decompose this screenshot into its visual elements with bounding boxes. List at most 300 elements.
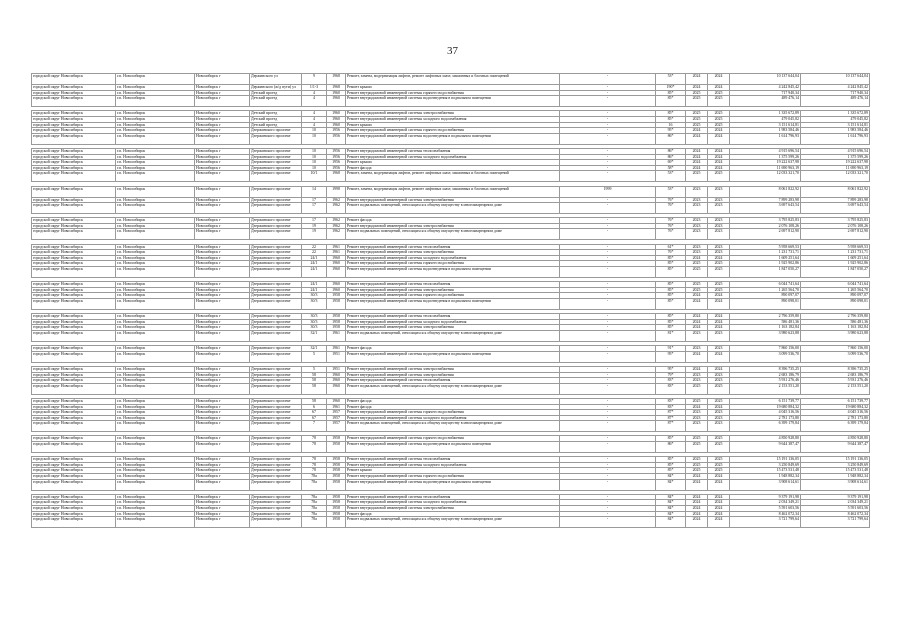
cell-year: 1956 <box>327 160 346 166</box>
cell-house: 78 <box>302 468 327 474</box>
cell-cost-b: 19 222 637,98 <box>801 160 870 166</box>
cell-city: Новосибирск г <box>195 229 250 240</box>
cell-municipality: городской округ Новосибирск <box>32 462 116 468</box>
cell-year-from: 2023 <box>686 415 708 421</box>
cell-work: Ремонт внутридомовой инженерной системы электроснабжения <box>346 223 560 229</box>
cell-city: Новосибирск г <box>195 468 250 474</box>
cell-street: Дзержинского проспект <box>250 255 302 261</box>
cell-house: 1/1-3 <box>302 85 327 91</box>
cell-year-to: 2023 <box>708 229 730 240</box>
cell-year-to: 2024 <box>708 506 730 512</box>
cell-level: 85* <box>656 462 686 468</box>
cell-cost-b: 2 683 186,79 <box>801 372 870 378</box>
cell-level: 85* <box>656 90 686 96</box>
cell-city: Новосибирск г <box>195 203 250 214</box>
table-row <box>32 517 870 528</box>
cell-city: Новосибирск г <box>195 250 250 256</box>
cell-level: 85* <box>656 255 686 261</box>
table-row <box>32 171 870 182</box>
cell-year-from: 2025 <box>686 436 708 442</box>
cell-municipality: городской округ Новосибирск <box>32 398 116 404</box>
table-body <box>32 74 870 528</box>
cell-year-to: 2024 <box>708 128 730 134</box>
cell-street: Держинского (ж/д пути) ул <box>250 85 302 91</box>
cell-cost-a: 479 045,82 <box>730 116 801 122</box>
cell-year-from: 2024 <box>686 500 708 506</box>
cell-year-from: 2024 <box>686 154 708 160</box>
cell-year-from: 2025 <box>686 462 708 468</box>
cell-street: Дзержинского проспект <box>250 436 302 442</box>
cell-year-from: 2023 <box>686 203 708 214</box>
cell-settlement: г.п. Новосибирск <box>116 255 195 261</box>
cell-cost-b: 7 899 283,98 <box>801 197 870 203</box>
cell-year-from: 2025 <box>686 96 708 107</box>
table-row <box>32 133 870 144</box>
cell-year: 1961 <box>327 330 346 341</box>
cell-year-to: 2024 <box>708 154 730 160</box>
cell-cost-a: 4 850 928,80 <box>730 436 801 442</box>
cell-year: 1958 <box>327 436 346 442</box>
cell-year: 1958 <box>327 293 346 299</box>
cell-work: Ремонт, замена, модернизация лифтов, ремонт лифтовых шахт, машинных и блочных помещений <box>346 171 560 182</box>
cell-level: 85* <box>656 457 686 463</box>
cell-cost-a: 3 721 799,64 <box>730 517 801 528</box>
cell-year-from: 2025 <box>686 457 708 463</box>
table-row <box>32 383 870 394</box>
cell-cost-a: 1 375 599,26 <box>730 154 801 160</box>
cell-work: Ремонт крыши <box>346 468 560 474</box>
cell-year-from: 2025 <box>686 171 708 182</box>
cell-work: Ремонт внутридомовой инженерной системы холодного водоснабжения <box>346 462 560 468</box>
cell-year-from: 2024 <box>686 293 708 299</box>
cell-year-from: 2024 <box>686 325 708 331</box>
cell-year-to: 2025 <box>708 96 730 107</box>
cell-year: 1960 <box>327 267 346 278</box>
cell-cost-b: 9 644 387,47 <box>801 442 870 453</box>
cell-cost-b: 2 781 173,80 <box>801 415 870 421</box>
cell-settlement: г.п. Новосибирск <box>116 436 195 442</box>
cell-year: 1960 <box>327 122 346 128</box>
cell-cost-a: 3 697 643,54 <box>730 203 801 214</box>
cell-work: Ремонт фасада <box>346 218 560 224</box>
cell-city: Новосибирск г <box>195 148 250 154</box>
cell-year-to: 2025 <box>708 116 730 122</box>
cell-municipality: городской округ Новосибирск <box>32 197 116 203</box>
cell-dash: - <box>560 506 656 512</box>
cell-work: Ремонт внутридомовой инженерной системы горячего водоснабжения <box>346 474 560 480</box>
cell-city: Новосибирск г <box>195 378 250 384</box>
cell-settlement: г.п. Новосибирск <box>116 410 195 416</box>
cell-work: Ремонт подвальных помещений, относящихся к общему имуществу в многоквартирном доме <box>346 203 560 214</box>
cell-cost-b: 2 697 812,90 <box>801 229 870 240</box>
cell-settlement: г.п. Новосибирск <box>116 299 195 310</box>
cell-year-to: 2024 <box>708 404 730 410</box>
cell-municipality: городской округ Новосибирск <box>32 261 116 267</box>
cell-municipality: городской округ Новосибирск <box>32 517 116 528</box>
cell-level: 85* <box>656 325 686 331</box>
cell-year: 1958 <box>327 468 346 474</box>
table-row <box>32 229 870 240</box>
cell-year-to: 2024 <box>708 148 730 154</box>
cell-work: Ремонт фасада <box>346 511 560 517</box>
cell-settlement: г.п. Новосибирск <box>116 250 195 256</box>
cell-city: Новосибирск г <box>195 186 250 197</box>
cell-settlement: г.п. Новосибирск <box>116 462 195 468</box>
cell-municipality: городской округ Новосибирск <box>32 122 116 128</box>
cell-year-from: 2024 <box>686 255 708 261</box>
cell-dash: - <box>560 468 656 474</box>
cell-year-from: 2025 <box>686 383 708 394</box>
cell-level: 87* <box>656 410 686 416</box>
cell-city: Новосибирск г <box>195 415 250 421</box>
cell-year-to: 2024 <box>708 160 730 166</box>
cell-level: 76* <box>656 229 686 240</box>
cell-street: Детский проезд <box>250 96 302 107</box>
cell-street: Дзержинского проспект <box>250 267 302 278</box>
cell-year-from: 2025 <box>686 287 708 293</box>
cell-work: Ремонт крыши <box>346 122 560 128</box>
cell-municipality: городской округ Новосибирск <box>32 96 116 107</box>
cell-year: 1960 <box>327 96 346 107</box>
cell-year-to: 2025 <box>708 462 730 468</box>
cell-settlement: г.п. Новосибирск <box>116 378 195 384</box>
cell-year-from: 2024 <box>686 85 708 91</box>
table-row <box>32 186 870 197</box>
cell-street: Дзержинского проспект <box>250 160 302 166</box>
cell-year: 1958 <box>327 494 346 500</box>
cell-dash: - <box>560 511 656 517</box>
cell-cost-a: 2 796 359,80 <box>730 314 801 320</box>
cell-cost-a: 3 795 825,83 <box>730 218 801 224</box>
cell-year: 1968 <box>327 74 346 85</box>
cell-city: Новосибирск г <box>195 122 250 128</box>
cell-street: Дзержинского проспект <box>250 218 302 224</box>
cell-cost-b: 5 931 276,46 <box>801 378 870 384</box>
cell-year-to: 2024 <box>708 474 730 480</box>
cell-settlement: г.п. Новосибирск <box>116 154 195 160</box>
cell-year-to: 2024 <box>708 85 730 91</box>
cell-work: Ремонт фасада <box>346 404 560 410</box>
cell-dash: - <box>560 197 656 203</box>
cell-cost-a: 15 191 136,05 <box>730 457 801 463</box>
cell-year: 1961 <box>327 250 346 256</box>
cell-level: 86* <box>656 154 686 160</box>
cell-work: Ремонт внутридомовой инженерной системы холодного водоснабжения <box>346 116 560 122</box>
cell-year-to: 2024 <box>708 351 730 362</box>
cell-settlement: г.п. Новосибирск <box>116 319 195 325</box>
cell-street: Дзержинского проспект <box>250 229 302 240</box>
cell-house: 9 <box>302 74 327 85</box>
cell-cost-a: 890 097,07 <box>730 293 801 299</box>
cell-dash: - <box>560 410 656 416</box>
cell-cost-b: 890 097,07 <box>801 293 870 299</box>
cell-house: 32/1 <box>302 330 327 341</box>
cell-year: 1961 <box>327 404 346 410</box>
cell-work: Ремонт внутридомовой инженерной системы теплоснабжения <box>346 314 560 320</box>
cell-work: Ремонт крыши <box>346 160 560 166</box>
cell-settlement: г.п. Новосибирск <box>116 404 195 410</box>
cell-house: 24/1 <box>302 287 327 293</box>
cell-cost-b: 4 850 928,80 <box>801 436 870 442</box>
cell-cost-b: 3 980 623,88 <box>801 330 870 341</box>
table-row <box>32 74 870 85</box>
cell-year-to: 2025 <box>708 383 730 394</box>
cell-level: 190* <box>656 85 686 91</box>
cell-settlement: г.п. Новосибирск <box>116 122 195 128</box>
cell-settlement: г.п. Новосибирск <box>116 346 195 352</box>
cell-cost-b: 1 614 796,93 <box>801 133 870 144</box>
cell-street: Дзержинского проспект <box>250 372 302 378</box>
cell-settlement: г.п. Новосибирск <box>116 442 195 453</box>
cell-year: 1958 <box>327 511 346 517</box>
cell-settlement: г.п. Новосибирск <box>116 293 195 299</box>
cell-house: 78а <box>302 500 327 506</box>
cell-municipality: городской округ Новосибирск <box>32 346 116 352</box>
cell-house: 24/1 <box>302 282 327 288</box>
cell-city: Новосибирск г <box>195 244 250 250</box>
cell-level: 85* <box>656 293 686 299</box>
cell-work: Ремонт внутридомовой инженерной системы горячего водоснабжения <box>346 261 560 267</box>
cell-year-from: 2025 <box>686 442 708 453</box>
cell-dash: - <box>560 346 656 352</box>
cell-year: 1960 <box>327 261 346 267</box>
cell-cost-a: 12 033 321,70 <box>730 171 801 182</box>
cell-work: Ремонт внутридомовой инженерной системы водоотведения в подвальном помещении <box>346 267 560 278</box>
cell-cost-b: 6 151 739,77 <box>801 398 870 404</box>
cell-cost-a: 717 940,34 <box>730 90 801 96</box>
cell-year-to: 2023 <box>708 421 730 432</box>
cell-street: Дзержинского проспект <box>250 366 302 372</box>
cell-city: Новосибирск г <box>195 171 250 182</box>
cell-year-to: 2024 <box>708 517 730 528</box>
cell-municipality: городской округ Новосибирск <box>32 421 116 432</box>
cell-settlement: г.п. Новосибирск <box>116 261 195 267</box>
cell-dash: - <box>560 128 656 134</box>
cell-municipality: городской округ Новосибирск <box>32 383 116 394</box>
cell-municipality: городской округ Новосибирск <box>32 287 116 293</box>
cell-municipality: городской округ Новосибирск <box>32 436 116 442</box>
cell-year-from: 2023 <box>686 378 708 384</box>
cell-year-from: 2024 <box>686 74 708 85</box>
cell-cost-a: 1 609 251,64 <box>730 255 801 261</box>
cell-house: 78а <box>302 479 327 490</box>
cell-dash: - <box>560 154 656 160</box>
cell-year: 1958 <box>327 299 346 310</box>
cell-work: Ремонт внутридомовой инженерной системы холодного водоснабжения <box>346 255 560 261</box>
cell-year-from: 2023 <box>686 410 708 416</box>
cell-year: 1958 <box>327 506 346 512</box>
cell-dash: - <box>560 74 656 85</box>
cell-work: Ремонт фасада <box>346 165 560 171</box>
cell-cost-a: 890 098,01 <box>730 299 801 310</box>
cell-dash: - <box>560 96 656 107</box>
cell-work: Ремонт подвальных помещений, относящихся к общему имуществу в многоквартирном доме <box>346 330 560 341</box>
cell-year: 1958 <box>327 319 346 325</box>
cell-dash: - <box>560 500 656 506</box>
cell-work: Ремонт внутридомовой инженерной системы теплоснабжения <box>346 148 560 154</box>
cell-cost-a: 1 983 584,46 <box>730 128 801 134</box>
cell-cost-a: 8 061 822,92 <box>730 186 801 197</box>
cell-municipality: городской округ Новосибирск <box>32 244 116 250</box>
cell-municipality: городской округ Новосибирск <box>32 148 116 154</box>
cell-cost-b: 10 137 644,04 <box>801 74 870 85</box>
cell-cost-a: 489 476,14 <box>730 96 801 107</box>
cell-year-from: 2024 <box>686 474 708 480</box>
cell-city: Новосибирск г <box>195 462 250 468</box>
cell-work: Ремонт внутридомовой инженерной системы электроснабжения <box>346 250 560 256</box>
cell-year: 1958 <box>327 314 346 320</box>
cell-year-from: 2023 <box>686 186 708 197</box>
cell-settlement: г.п. Новосибирск <box>116 128 195 134</box>
cell-city: Новосибирск г <box>195 436 250 442</box>
cell-municipality: городской округ Новосибирск <box>32 218 116 224</box>
cell-city: Новосибирск г <box>195 111 250 117</box>
cell-settlement: г.п. Новосибирск <box>116 244 195 250</box>
table-row <box>32 479 870 490</box>
cell-house: 78 <box>302 457 327 463</box>
cell-year-from: 2025 <box>686 267 708 278</box>
cell-year-from: 2023 <box>686 197 708 203</box>
cell-year: 1956 <box>327 154 346 160</box>
cell-cost-b: 15 473 531,48 <box>801 468 870 474</box>
cell-level: 53* <box>656 171 686 182</box>
cell-city: Новосибирск г <box>195 372 250 378</box>
cell-year-from: 2025 <box>686 398 708 404</box>
cell-year-to: 2023 <box>708 378 730 384</box>
cell-city: Новосибирск г <box>195 160 250 166</box>
cell-street: Дзержинского проспект <box>250 197 302 203</box>
cell-year-from: 2024 <box>686 404 708 410</box>
cell-street: Дзержинского проспект <box>250 383 302 394</box>
cell-municipality: городской округ Новосибирск <box>32 506 116 512</box>
cell-dash: - <box>560 351 656 362</box>
cell-city: Новосибирск г <box>195 383 250 394</box>
cell-house: 24/1 <box>302 255 327 261</box>
cell-year-to: 2024 <box>708 511 730 517</box>
cell-settlement: г.п. Новосибирск <box>116 421 195 432</box>
cell-year: 1961 <box>327 244 346 250</box>
cell-year-to: 2025 <box>708 287 730 293</box>
cell-year: 1957 <box>327 421 346 432</box>
cell-house: 78а <box>302 506 327 512</box>
cell-house: 19 <box>302 223 327 229</box>
cell-year-from: 2024 <box>686 128 708 134</box>
cell-cost-a: 7 860 156,00 <box>730 346 801 352</box>
cell-settlement: г.п. Новосибирск <box>116 494 195 500</box>
cell-settlement: г.п. Новосибирск <box>116 330 195 341</box>
cell-work: Ремонт внутридомовой инженерной системы теплоснабжения <box>346 457 560 463</box>
cell-level: 83* <box>656 404 686 410</box>
cell-house: 78 <box>302 442 327 453</box>
cell-year: 1960 <box>327 282 346 288</box>
cell-cost-b: 8 396 735,25 <box>801 366 870 372</box>
cell-street: Дзержинского проспект <box>250 165 302 171</box>
cell-settlement: г.п. Новосибирск <box>116 165 195 171</box>
cell-street: Дзержинского проспект <box>250 415 302 421</box>
cell-cost-a: 4 915 696,54 <box>730 148 801 154</box>
cell-level: 84* <box>656 479 686 490</box>
cell-street: Держинского ул <box>250 74 302 85</box>
cell-year-from: 2023 <box>686 223 708 229</box>
cell-municipality: городской округ Новосибирск <box>32 410 116 416</box>
cell-city: Новосибирск г <box>195 314 250 320</box>
cell-year: 1962 <box>327 223 346 229</box>
cell-year: 1960 <box>327 383 346 394</box>
cell-level: 86* <box>656 148 686 154</box>
cell-settlement: г.п. Новосибирск <box>116 96 195 107</box>
cell-level: 61* <box>656 244 686 250</box>
cell-cost-b: 1 231 731,71 <box>801 250 870 256</box>
cell-year: 1956 <box>327 165 346 171</box>
cell-cost-b: 1 375 599,26 <box>801 154 870 160</box>
cell-level: 95* <box>656 351 686 362</box>
cell-municipality: городской округ Новосибирск <box>32 457 116 463</box>
cell-cost-a: 1 231 731,71 <box>730 250 801 256</box>
cell-dash: - <box>560 244 656 250</box>
cell-year-to: 2023 <box>708 410 730 416</box>
cell-settlement: г.п. Новосибирск <box>116 160 195 166</box>
cell-year-to: 2024 <box>708 299 730 310</box>
cell-cost-b: 7 860 156,00 <box>801 346 870 352</box>
cell-dash: - <box>560 415 656 421</box>
cell-cost-a: 1 614 796,93 <box>730 133 801 144</box>
cell-settlement: г.п. Новосибирск <box>116 506 195 512</box>
cell-level: 84* <box>656 500 686 506</box>
cell-municipality: городской округ Новосибирск <box>32 116 116 122</box>
cell-settlement: г.п. Новосибирск <box>116 111 195 117</box>
cell-cost-a: 1 925 902,86 <box>730 261 801 267</box>
cell-year-from: 2023 <box>686 229 708 240</box>
cell-city: Новосибирск г <box>195 223 250 229</box>
cell-city: Новосибирск г <box>195 261 250 267</box>
cell-work: Ремонт внутридомовой инженерной системы водоотведения в подвальном помещении <box>346 442 560 453</box>
cell-dash: - <box>560 319 656 325</box>
cell-cost-a: 9 644 387,47 <box>730 442 801 453</box>
cell-municipality: городской округ Новосибирск <box>32 160 116 166</box>
cell-year-to: 2023 <box>708 415 730 421</box>
cell-house: 7 <box>302 421 327 432</box>
cell-cost-b: 3 908 614,61 <box>801 479 870 490</box>
cell-city: Новосибирск г <box>195 90 250 96</box>
cell-year-from: 2025 <box>686 90 708 96</box>
cell-cost-b: 11 690 963,19 <box>801 165 870 171</box>
cell-dash: - <box>560 457 656 463</box>
cell-work: Ремонт подвальных помещений, относящихся к общему имуществу в многоквартирном доме <box>346 517 560 528</box>
cell-street: Дзержинского проспект <box>250 203 302 214</box>
cell-cost-a: 3 908 614,61 <box>730 479 801 490</box>
cell-settlement: г.п. Новосибирск <box>116 85 195 91</box>
cell-work: Ремонт фасада <box>346 398 560 404</box>
cell-dash: - <box>560 287 656 293</box>
cell-level: 95* <box>656 366 686 372</box>
cell-city: Новосибирск г <box>195 404 250 410</box>
cell-year-from: 2025 <box>686 468 708 474</box>
cell-level: 86* <box>656 442 686 453</box>
cell-level: 85* <box>656 282 686 288</box>
cell-level: 85* <box>656 287 686 293</box>
cell-dash: - <box>560 250 656 256</box>
cell-level: 76* <box>656 203 686 214</box>
cell-street: Дзержинского проспект <box>250 148 302 154</box>
cell-work: Ремонт внутридомовой инженерной системы горячего водоснабжения <box>346 410 560 416</box>
cell-street: Дзержинского проспект <box>250 462 302 468</box>
cell-year-to: 2025 <box>708 282 730 288</box>
page-number: 37 <box>447 45 458 57</box>
cell-city: Новосибирск г <box>195 267 250 278</box>
cell-work: Ремонт внутридомовой инженерной системы водоотведения в подвальном помещении <box>346 479 560 490</box>
cell-street: Дзержинского проспект <box>250 479 302 490</box>
cell-municipality: городской округ Новосибирск <box>32 282 116 288</box>
